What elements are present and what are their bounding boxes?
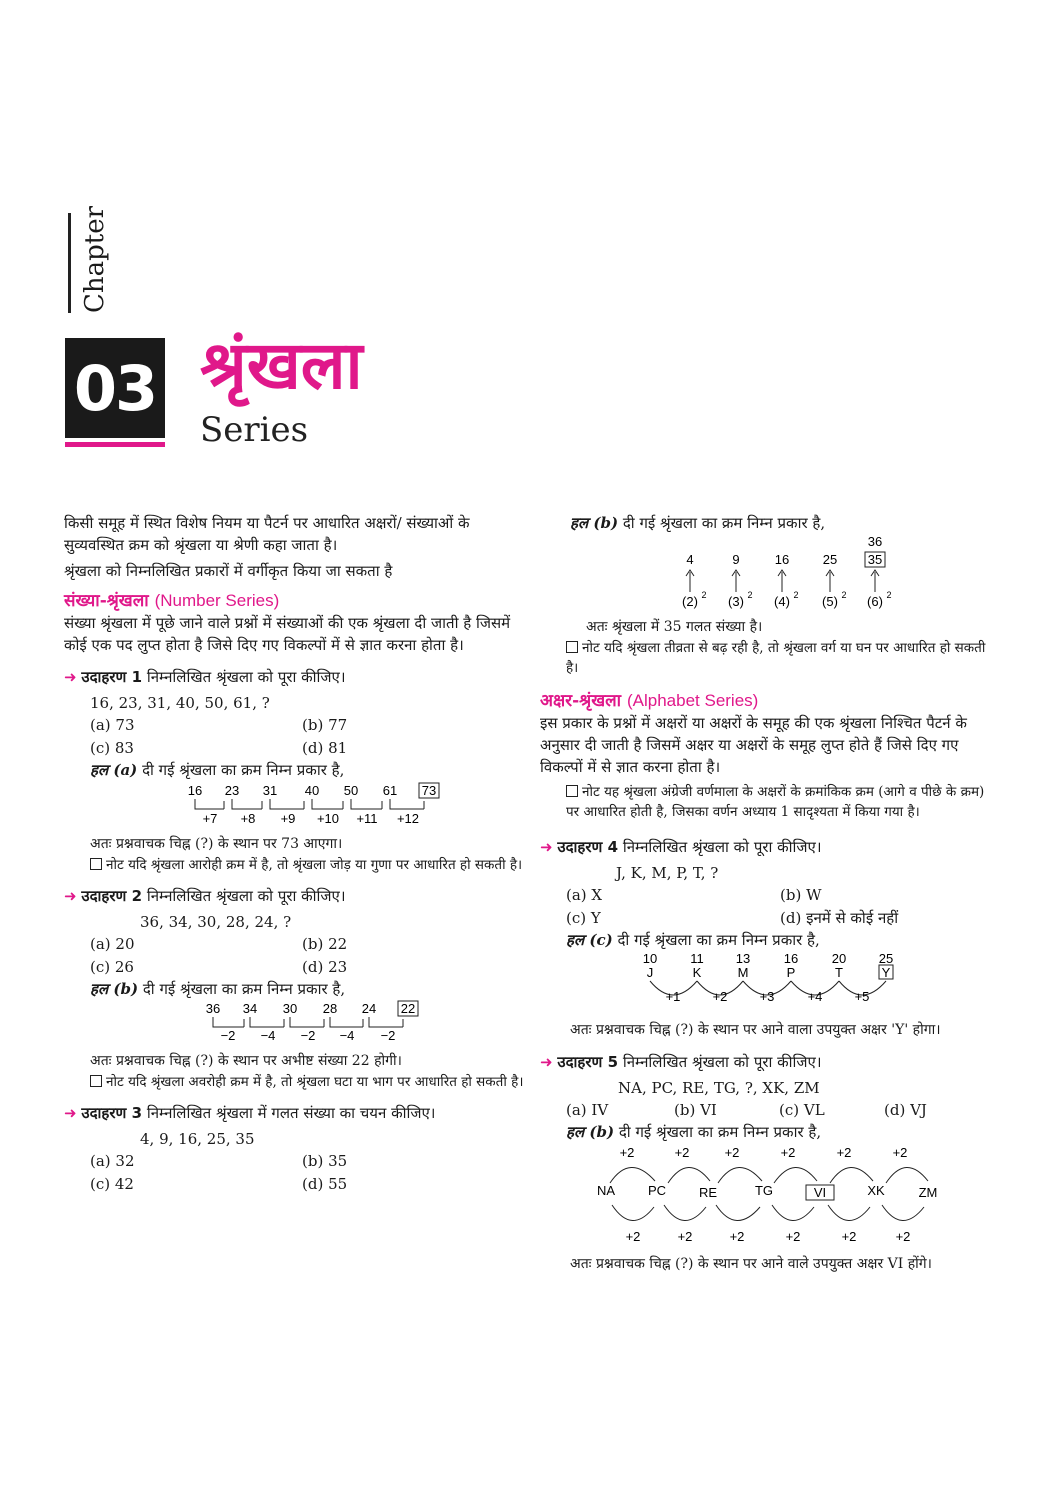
example-5-answer: अतः प्रश्नवाचक चिह्न (?) के स्थान पर आने वाले उपयुक्त अक्षर VI होंगे। xyxy=(570,1256,932,1272)
svg-text:VI: VI xyxy=(813,1185,827,1200)
svg-text:2: 2 xyxy=(793,590,799,600)
svg-text:16: 16 xyxy=(783,951,799,966)
svg-text:2: 2 xyxy=(886,590,892,600)
example-4-heading: ➜ उदाहरण 4 निम्नलिखित श्रृंखला को पूरा कीजिए। xyxy=(540,838,822,856)
svg-text:−2: −2 xyxy=(380,1028,396,1043)
svg-text:P: P xyxy=(786,965,796,980)
example-2-diagram xyxy=(64,1000,524,1044)
svg-text:11: 11 xyxy=(690,951,704,966)
section-heading-alphabet-series: अक्षर-श्रृंखला (Alphabet Series) xyxy=(540,691,759,711)
svg-text:40: 40 xyxy=(304,783,320,798)
svg-text:+2: +2 xyxy=(619,1145,635,1160)
svg-text:13: 13 xyxy=(735,951,751,966)
svg-text:36: 36 xyxy=(867,534,883,549)
svg-text:36: 36 xyxy=(205,1001,221,1016)
svg-text:Y: Y xyxy=(881,965,891,980)
svg-text:+2: +2 xyxy=(677,1229,693,1244)
section-text: संख्या श्रृंखला में पूछे जाने वाले प्रश्नों में संख्याओं की एक श्रृंखला दी जाती है जिसमें कोई एक पद लुप्त होता है जिसे दिए गए विकल्पों में से ज्ञात करना होता है। xyxy=(64,614,511,654)
example-3-series: 4, 9, 16, 25, 35 xyxy=(140,1130,255,1148)
svg-text:+8: +8 xyxy=(240,811,256,826)
chapter-number: 03 xyxy=(65,338,165,438)
chapter-title-hindi: श्रृंखला xyxy=(200,327,363,404)
svg-text:+2: +2 xyxy=(785,1229,801,1244)
svg-text:9: 9 xyxy=(732,552,740,567)
example-5-diagram xyxy=(540,1143,990,1247)
example-4-series: J, K, M, P, T, ? xyxy=(616,864,719,882)
svg-text:20: 20 xyxy=(831,951,847,966)
svg-text:+2: +2 xyxy=(892,1145,908,1160)
section-heading-number-series: संख्या-श्रृंखला (Number Series) xyxy=(64,591,280,611)
svg-text:+2: +2 xyxy=(674,1145,690,1160)
svg-text:−4: −4 xyxy=(339,1028,355,1043)
example-3-note: नोट यदि श्रृंखला तीव्रता से बढ़ रही है, तो श्रृंखला वर्ग या घन पर आधारित हो सकती है। xyxy=(566,640,986,676)
svg-text:+2: +2 xyxy=(780,1145,796,1160)
svg-text:+5: +5 xyxy=(854,989,870,1004)
svg-text:31: 31 xyxy=(262,783,278,798)
alphabet-note: नोट यह श्रृंखला अंग्रेजी वर्णमाला के अक्षरों के क्रमांकिक क्रम (आगे व पीछे के क्रम) पर आधारित होती है, जिसका वर्णन अध्याय 1 सादृश्यता में किया गया है। xyxy=(566,784,985,820)
example-2-series: 36, 34, 30, 28, 24, ? xyxy=(140,913,292,931)
example-5-heading: ➜ उदाहरण 5 निम्नलिखित श्रृंखला को पूरा कीजिए। xyxy=(540,1053,822,1071)
svg-text:(2): (2) xyxy=(682,594,698,609)
svg-text:+9: +9 xyxy=(280,811,296,826)
svg-text:TG: TG xyxy=(754,1183,774,1198)
svg-text:2: 2 xyxy=(841,590,847,600)
example-3-diagram xyxy=(540,534,990,610)
svg-text:10: 10 xyxy=(642,951,658,966)
svg-text:+2: +2 xyxy=(729,1229,745,1244)
chapter-underline xyxy=(65,442,165,447)
svg-text:NA: NA xyxy=(596,1183,616,1198)
svg-text:−2: −2 xyxy=(220,1028,236,1043)
svg-text:+10: +10 xyxy=(316,811,340,826)
svg-text:ZM: ZM xyxy=(918,1185,938,1200)
note-icon xyxy=(566,785,578,797)
example-3-solution: हल (b) दी गई श्रृंखला का क्रम निम्न प्रकार है, xyxy=(570,514,826,532)
example-4-diagram xyxy=(540,951,990,1013)
example-5-options: (a) IV (b) VI (c) VL (d) VJ xyxy=(566,1101,927,1119)
svg-text:23: 23 xyxy=(224,783,240,798)
svg-text:50: 50 xyxy=(343,783,359,798)
svg-text:+2: +2 xyxy=(841,1229,857,1244)
example-3-answer: अतः श्रृंखला में 35 गलत संख्या है। xyxy=(586,619,763,635)
intro-text: किसी समूह में स्थित विशेष नियम या पैटर्न पर आधारित अक्षरों/ संख्याओं के सुव्यवस्थित क्रम को श्रृंखला या श्रेणी कहा जाता है। xyxy=(64,514,470,554)
svg-text:61: 61 xyxy=(382,783,398,798)
example-1-answer: अतः प्रश्नवाचक चिह्न (?) के स्थान पर 73 आएगा। xyxy=(90,836,343,852)
svg-text:(6): (6) xyxy=(867,594,883,609)
svg-text:16: 16 xyxy=(774,552,790,567)
svg-text:+2: +2 xyxy=(712,989,728,1004)
chapter-label: Chapter xyxy=(80,205,110,313)
svg-text:35: 35 xyxy=(867,552,883,567)
left-column xyxy=(64,512,524,1195)
svg-text:M: M xyxy=(737,965,749,980)
svg-text:2: 2 xyxy=(747,590,753,600)
example-2-options: (a) 20 (b) 22 (c) 26 (d) 23 xyxy=(90,935,348,976)
example-2-note: नोट यदि श्रृंखला अवरोही क्रम में है, तो श्रृंखला घटा या भाग पर आधारित हो सकती है। xyxy=(64,1072,524,1092)
example-1-options: (a) 73 (b) 77 (c) 83 (d) 81 xyxy=(90,716,348,757)
svg-text:73: 73 xyxy=(421,783,437,798)
svg-text:+2: +2 xyxy=(895,1229,911,1244)
svg-text:22: 22 xyxy=(400,1001,416,1016)
svg-text:(5): (5) xyxy=(822,594,838,609)
svg-text:K: K xyxy=(692,965,702,980)
right-column xyxy=(540,512,990,1275)
note-icon xyxy=(90,1075,102,1087)
section-text-2: इस प्रकार के प्रश्नों में अक्षरों या अक्षरों के समूह की एक श्रृंखला निश्चित पैटर्न के अनुसार दी जाती है जिसमें अक्षर या अक्षरों के समूह लुप्त होते हैं जिसे दिए गए विकल्पों में से ज्ञात करना होता है। xyxy=(540,714,967,776)
example-1-series: 16, 23, 31, 40, 50, 61, ? xyxy=(90,694,270,712)
svg-text:XK: XK xyxy=(867,1183,885,1198)
example-5-solution: हल (b) दी गई श्रृंखला का क्रम निम्न प्रकार है, xyxy=(566,1123,822,1141)
svg-text:+2: +2 xyxy=(836,1145,852,1160)
svg-text:RE: RE xyxy=(698,1185,718,1200)
svg-text:28: 28 xyxy=(322,1001,338,1016)
svg-text:4: 4 xyxy=(686,552,694,567)
svg-text:+7: +7 xyxy=(202,811,218,826)
example-3-heading: ➜ उदाहरण 3 निम्नलिखित श्रृंखला में गलत संख्या का चयन कीजिए। xyxy=(64,1104,436,1122)
svg-text:(4): (4) xyxy=(774,594,790,609)
svg-text:34: 34 xyxy=(242,1001,258,1016)
example-4-solution: हल (c) दी गई श्रृंखला का क्रम निम्न प्रकार है, xyxy=(566,931,820,949)
svg-text:T: T xyxy=(835,965,843,980)
example-2-answer: अतः प्रश्नवाचक चिह्न (?) के स्थान पर अभीष्ट संख्या 22 होगी। xyxy=(90,1053,402,1069)
svg-text:2: 2 xyxy=(701,590,707,600)
svg-text:25: 25 xyxy=(822,552,838,567)
example-1-solution: हल (a) दी गई श्रृंखला का क्रम निम्न प्रकार है, xyxy=(90,761,345,779)
svg-text:+12: +12 xyxy=(396,811,420,826)
intro-text-2: श्रृंखला को निम्नलिखित प्रकारों में वर्गीकृत किया जा सकता है xyxy=(64,562,393,580)
svg-text:(3): (3) xyxy=(728,594,744,609)
example-1-note: नोट यदि श्रृंखला आरोही क्रम में है, तो श्रृंखला जोड़ या गुणा पर आधारित हो सकती है। xyxy=(64,855,524,875)
svg-text:25: 25 xyxy=(878,951,894,966)
svg-text:+2: +2 xyxy=(724,1145,740,1160)
svg-text:+11: +11 xyxy=(356,811,378,826)
note-icon xyxy=(566,641,578,653)
chapter-title-english: Series xyxy=(200,410,309,450)
svg-text:J: J xyxy=(646,965,654,980)
svg-text:+3: +3 xyxy=(759,989,775,1004)
example-4-options: (a) X (b) W (c) Y (d) इनमें से कोई नहीं xyxy=(566,886,899,927)
example-4-answer: अतः प्रश्नवाचक चिह्न (?) के स्थान पर आने वाला उपयुक्त अक्षर 'Y' होगा। xyxy=(570,1022,941,1038)
svg-text:30: 30 xyxy=(282,1001,298,1016)
svg-text:+4: +4 xyxy=(807,989,823,1004)
svg-text:16: 16 xyxy=(187,783,203,798)
example-1-heading: ➜ उदाहरण 1 निम्नलिखित श्रृंखला को पूरा कीजिए। xyxy=(64,668,346,686)
example-2-heading: ➜ उदाहरण 2 निम्नलिखित श्रृंखला को पूरा कीजिए। xyxy=(64,887,346,905)
svg-text:−4: −4 xyxy=(260,1028,276,1043)
svg-text:24: 24 xyxy=(361,1001,377,1016)
example-2-solution: हल (b) दी गई श्रृंखला का क्रम निम्न प्रकार है, xyxy=(90,980,346,998)
svg-text:−2: −2 xyxy=(300,1028,316,1043)
example-5-series: NA, PC, RE, TG, ?, XK, ZM xyxy=(618,1079,820,1097)
note-icon xyxy=(90,858,102,870)
example-3-options: (a) 32 (b) 35 (c) 42 (d) 55 xyxy=(90,1152,348,1193)
svg-text:+1: +1 xyxy=(665,989,681,1004)
svg-text:PC: PC xyxy=(647,1183,667,1198)
svg-text:+2: +2 xyxy=(625,1229,641,1244)
example-1-diagram xyxy=(64,781,524,827)
